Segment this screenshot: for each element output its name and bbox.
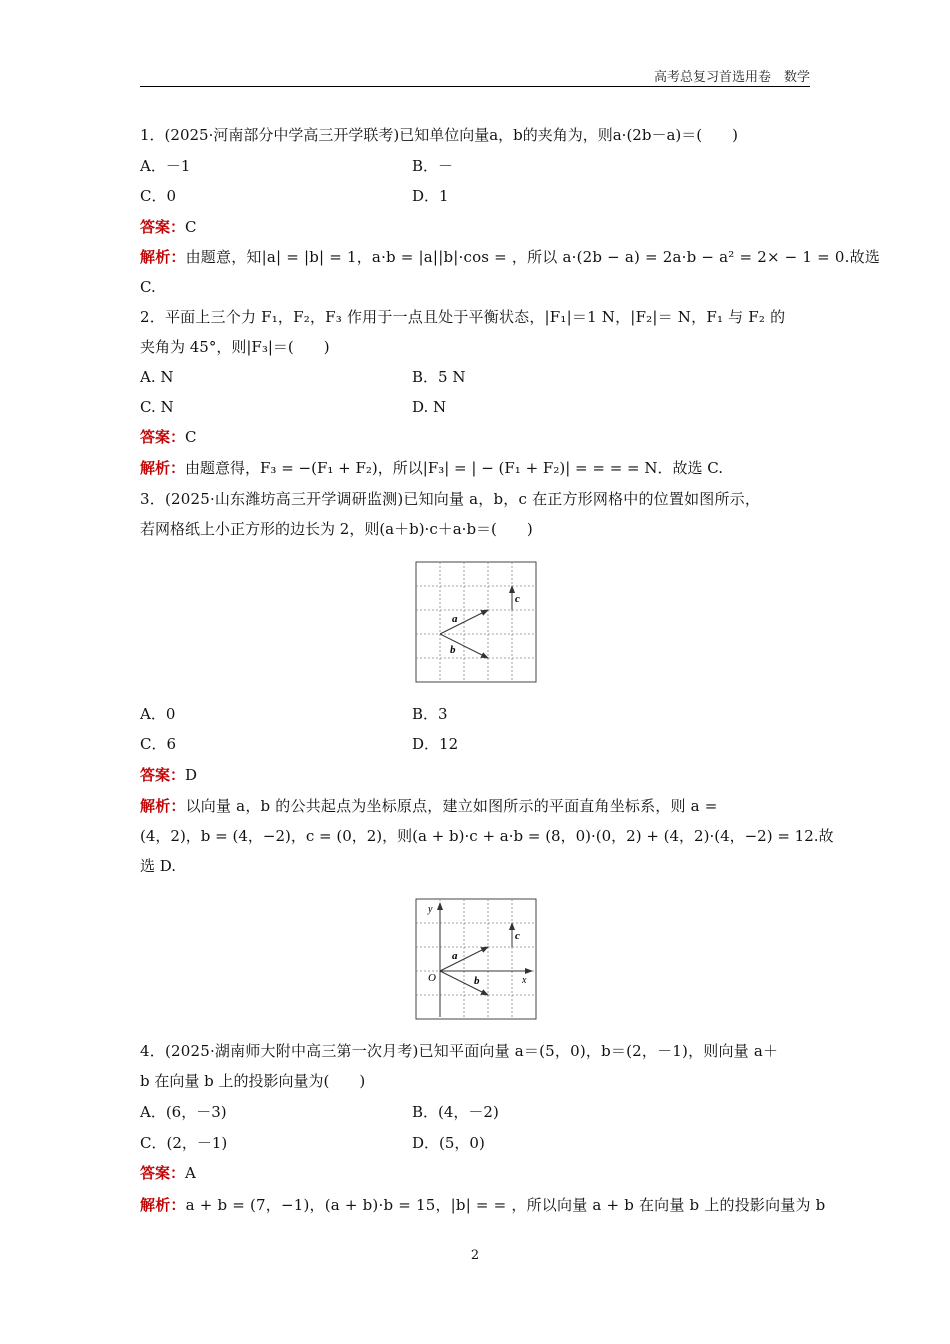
q1-options-row1 (140, 155, 810, 177)
q4-option-b: B．(4，－2) (412, 1103, 499, 1121)
q2-option-d: D. N (412, 398, 447, 416)
q3-option-a: A．0 (140, 705, 176, 723)
q1-option-a: A．－1 (140, 157, 191, 175)
q3-options-row2 (140, 733, 810, 755)
answer-value: C (185, 218, 197, 236)
q4-answer (140, 1162, 810, 1184)
q1-analysis (140, 246, 880, 268)
q2-option-a: A. N (140, 368, 174, 386)
q3-stem-1: 3．(2025·山东潍坊高三开学调研监测)已知向量 a，b，c 在正方形网格中的位置如图所示， (140, 490, 761, 508)
q4-option-a: A．(6，－3) (140, 1103, 227, 1121)
q1-options-row2 (140, 185, 810, 207)
running-header: 高考总复习首选用卷 数学 (653, 70, 810, 85)
q1-option-d: D．1 (412, 187, 449, 205)
answer-value: D (185, 766, 198, 784)
grid-border (416, 899, 536, 1019)
q2-options-row2 (140, 396, 810, 418)
answer-label: 答案： (140, 1164, 186, 1182)
q2-analysis (140, 457, 810, 479)
q3-option-d: D．12 (412, 735, 459, 753)
label-y: y (428, 904, 433, 915)
analysis-label: 解析： (140, 459, 186, 477)
q4-options-row2 (140, 1132, 810, 1154)
label-b: b (474, 975, 480, 987)
label-origin: O (428, 972, 436, 984)
header-rule (140, 86, 810, 87)
label-a: a (452, 950, 458, 962)
q4-options-row1 (140, 1101, 810, 1123)
q2-stem-2: 夹角为 45°，则|F₃|＝( ) (140, 338, 330, 356)
analysis-text: 由题意得，F₃ = −(F₁ + F₂)，所以|F₃| = | − (F₁ + F₂)| = = = = N．故选 C. (185, 459, 723, 477)
q4-stem-2: b 在向量 b 上的投影向量为( ) (140, 1072, 366, 1090)
answer-value: A (185, 1164, 196, 1182)
q3-grid-figure (414, 560, 538, 684)
q3-analysis (140, 795, 810, 817)
page-number: 2 (470, 1248, 480, 1263)
q1-option-b: B．－ (412, 157, 454, 175)
q3-answer (140, 764, 810, 786)
analysis-label: 解析： (140, 1196, 186, 1214)
grid-border (416, 562, 536, 682)
label-x: x (522, 975, 527, 986)
q3-coordinate-figure (414, 897, 538, 1021)
grid-lines (416, 562, 536, 682)
q1-option-c: C．0 (140, 187, 177, 205)
label-c: c (515, 930, 520, 942)
q4-stem-1: 4．(2025·湖南师大附中高三第一次月考)已知平面向量 a＝(5，0)，b＝(2，－1)，则向量 a＋ (140, 1042, 779, 1060)
answer-label: 答案： (140, 428, 186, 446)
q2-stem-1: 2．平面上三个力 F₁，F₂，F₃ 作用于一点且处于平衡状态，|F₁|＝1 N，|F₂|＝ N，F₁ 与 F₂ 的 (140, 308, 786, 326)
label-c: c (515, 593, 520, 605)
analysis-text: a + b = (7，−1)，(a + b)·b = 15，|b| = = ，所以向量 a + b 在向量 b 上的投影向量为 b (185, 1196, 826, 1214)
q1-stem: 1．(2025·河南部分中学高三开学联考)已知单位向量a，b的夹角为，则a·(2b－a)＝( ) (140, 126, 738, 144)
answer-label: 答案： (140, 218, 186, 236)
analysis-text: 由题意，知|a| = |b| = 1，a·b = |a||b|·cos = ，所以 a·(2b − a) = 2a·b − a² = 2× − 1 = 0.故选 (185, 248, 880, 266)
analysis-text: 以向量 a，b 的公共起点为坐标原点，建立如图所示的平面直角坐标系，则 a = (185, 797, 718, 815)
q3-analysis-cont-2: 选 D. (140, 857, 177, 875)
q3-option-c: C．6 (140, 735, 177, 753)
q1-analysis-cont: C. (140, 278, 156, 296)
analysis-label: 解析： (140, 797, 186, 815)
q2-option-c: C. N (140, 398, 174, 416)
q3-stem-2: 若网格纸上小正方形的边长为 2，则(a＋b)·c＋a·b＝( ) (140, 520, 533, 538)
q4-option-c: C．(2，－1) (140, 1134, 228, 1152)
label-b: b (450, 644, 456, 656)
q1-answer (140, 216, 810, 238)
answer-value: C (185, 428, 197, 446)
q2-answer (140, 426, 810, 448)
grid-figure-svg (414, 560, 538, 684)
q4-option-d: D．(5，0) (412, 1134, 485, 1152)
q2-option-b: B．5 N (412, 368, 466, 386)
q3-option-b: B．3 (412, 705, 448, 723)
q4-analysis (140, 1194, 826, 1216)
q3-options-row1 (140, 703, 810, 725)
answer-label: 答案： (140, 766, 186, 784)
q3-analysis-cont-1: (4，2)，b = (4，−2)，c = (0，2)，则(a + b)·c + a·b = (8，0)·(0，2) + (4，2)·(4，−2) = 12.故 (140, 827, 834, 845)
q2-options-row1 (140, 366, 810, 388)
coordinate-figure-svg (414, 897, 538, 1021)
analysis-label: 解析： (140, 248, 186, 266)
label-a: a (452, 613, 458, 625)
grid-lines (416, 899, 536, 1019)
